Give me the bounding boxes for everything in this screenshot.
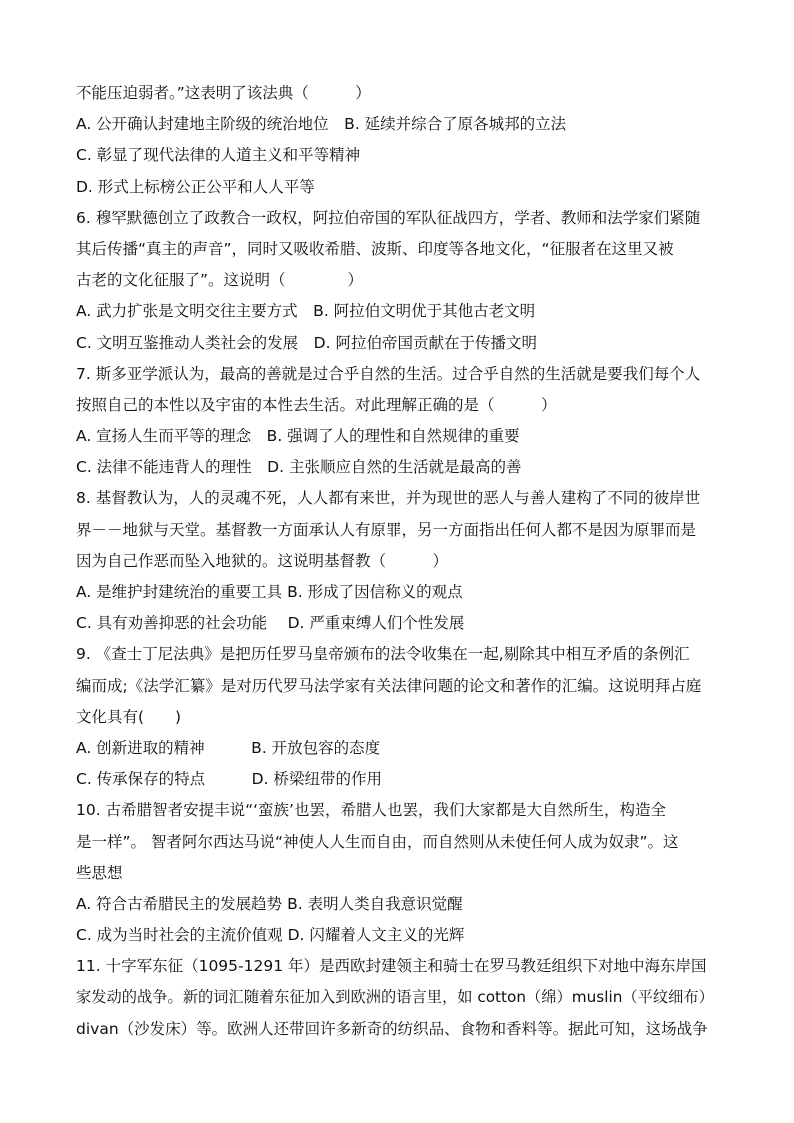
document-page — [76, 78, 722, 1045]
option-line: D. 形式上标榜公正公平和人人平等 — [76, 177, 315, 196]
question-6-line: 6. 穆罕默德创立了政教合一政权，阿拉伯帝国的军队征战四方，学者、教师和法学家们紧随 — [76, 208, 701, 227]
question-8-line: 因为自己作恶而坠入地狱的。这说明基督教（ ） — [76, 551, 449, 570]
text-line: 不能压迫弱者。”这表明了该法典（ ） — [76, 84, 371, 102]
question-10-line: 些思想 — [76, 863, 123, 882]
question-8-line: 8. 基督教认为，人的灵魂不死，人人都有来世，并为现世的恶人与善人建构了不同的彼岸世 — [76, 489, 701, 508]
question-6-line: 古老的文化征服了”。这说明（ ） — [76, 271, 364, 290]
question-9-line: 9. 《查士丁尼法典》是把历任罗马皇帝颁布的法令收集在一起,剔除其中相互矛盾的条例汇 — [76, 645, 690, 664]
question-8-line: 界－－地狱与天堂。基督教一方面承认人有原罪，另一方面指出任何人都不是因为原罪而是 — [76, 520, 697, 539]
option-line: C. 彰显了现代法律的人道主义和平等精神 — [76, 146, 361, 165]
question-11-line: 11. 十字军东征（1095-1291 年）是西欧封建领主和骑士在罗马教廷组织下对地中海东岸国 — [76, 957, 707, 976]
option-line: C. 文明互鉴推动人类社会的发展 D. 阿拉伯帝国贡献在于传播文明 — [76, 333, 537, 352]
option-line: A. 武力扩张是文明交往主要方式 B. 阿拉伯文明优于其他古老文明 — [76, 302, 536, 321]
option-line: A. 是维护封建统治的重要工具 B. 形成了因信称义的观点 — [76, 583, 463, 601]
question-9-line: 文化具有( ) — [76, 707, 182, 726]
question-7-line: 7. 斯多亚学派认为，最高的善就是过合乎自然的生活。过合乎自然的生活就是要我们每个人 — [76, 364, 701, 383]
option-line: C. 具有劝善抑恶的社会功能 D. 严重束缚人们个性发展 — [76, 614, 465, 633]
question-9-line: 编而成;《法学汇纂》是对历代罗马法学家有关法律问题的论文和著作的汇编。这说明拜占庭 — [76, 676, 702, 695]
question-11-line: 家发动的战争。新的词汇随着东征加入到欧洲的语言里，如 cotton（绵）muslin（平纹细布） — [76, 988, 714, 1007]
option-line: C. 成为当时社会的主流价值观 D. 闪耀着人文主义的光辉 — [76, 926, 465, 945]
question-7-line: 按照自己的本性以及宇宙的本性去生活。对此理解正确的是（ ） — [76, 395, 557, 414]
question-10-line: 10. 古希腊智者安提丰说“‘蛮族’也罢，希腊人也罢，我们大家都是大自然所生，构造全 — [76, 801, 666, 820]
question-6-line: 其后传播“真主的声音”，同时又吸收希腊、波斯、印度等各地文化，“征服者在这里又被 — [76, 239, 674, 258]
question-10-line: 是一样”。 智者阿尔西达马说“神使人人生而自由，而自然则从未使任何人成为奴隶”。这 — [76, 832, 679, 851]
option-line: C. 法律不能违背人的理性 D. 主张顺应自然的生活就是最高的善 — [76, 458, 522, 477]
option-line: A. 创新进取的精神 B. 开放包容的态度 — [76, 738, 381, 757]
option-line: A. 符合古希腊民主的发展趋势 B. 表明人类自我意识觉醒 — [76, 894, 463, 913]
option-line: A. 公开确认封建地主阶级的统治地位 B. 延续并综合了原各城邦的立法 — [76, 115, 567, 134]
question-11-line: divan（沙发床）等。欧洲人还带回许多新奇的纺织品、食物和香料等。据此可知，这场战争 — [76, 1019, 708, 1038]
option-line: C. 传承保存的特点 D. 桥梁纽带的作用 — [76, 770, 382, 789]
option-line: A. 宣扬人生而平等的理念 B. 强调了人的理性和自然规律的重要 — [76, 427, 520, 446]
